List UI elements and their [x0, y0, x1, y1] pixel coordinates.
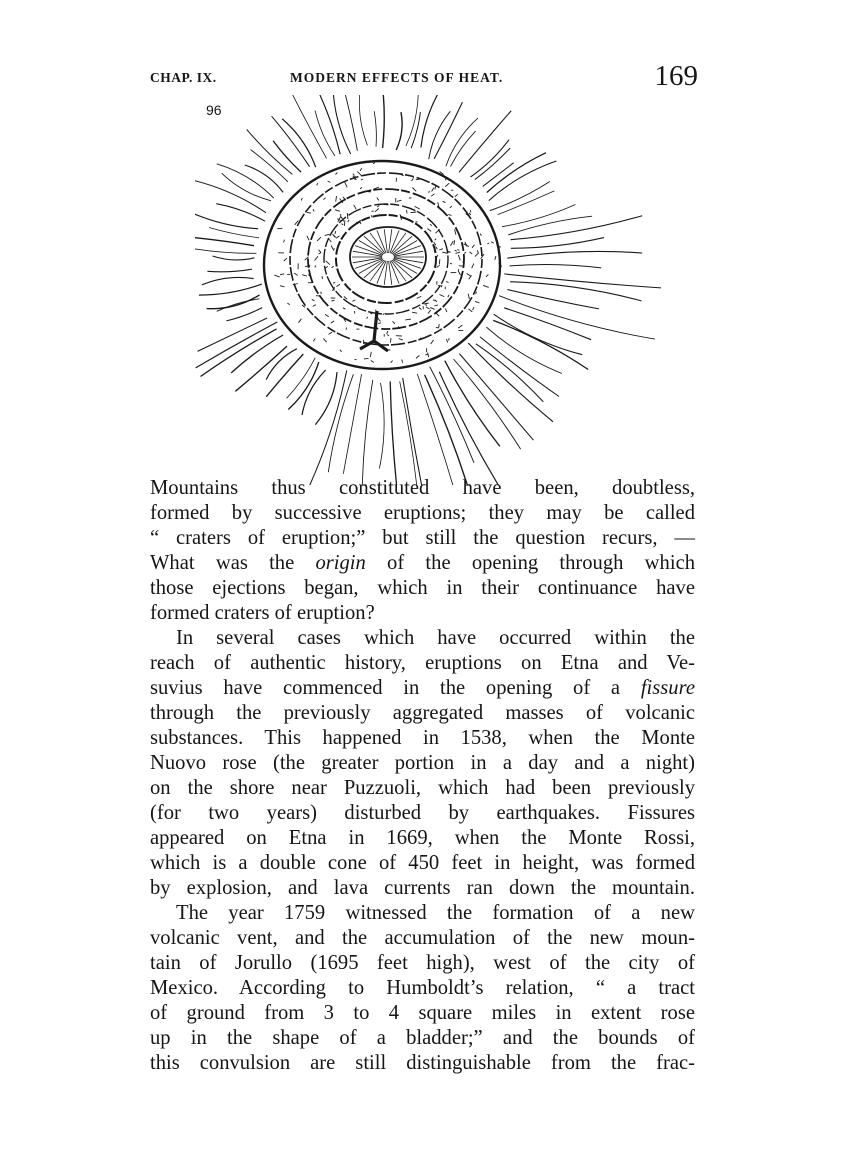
text-line: volcanic vent, and the accumulation of the new moun- [150, 927, 695, 949]
crater-illustration [195, 95, 665, 485]
texture-mark [457, 250, 459, 251]
paragraph-jorullo [150, 901, 695, 1076]
ray-line [201, 329, 277, 377]
ray-line [510, 264, 602, 267]
ray-line [445, 361, 500, 447]
ray-line [315, 372, 337, 425]
ray-line [266, 349, 297, 380]
ray-line [195, 207, 258, 229]
ray-line [199, 284, 262, 295]
running-head [150, 62, 698, 92]
text-line: What was the origin of the opening through which [150, 552, 696, 574]
text-line: of ground from 3 to 4 square miles in extent rose [150, 1002, 695, 1024]
ray-line [476, 344, 543, 402]
ray-line [359, 95, 367, 145]
running-title: MODERN EFFECTS OF HEAT. [290, 70, 504, 85]
text-line: appeared on Etna in 1669, when the Monte Rossi, [150, 827, 695, 849]
ray-line [235, 346, 287, 391]
ray-line [282, 119, 316, 167]
ray-line [439, 372, 503, 485]
ray-line [468, 343, 553, 422]
ray-line [288, 362, 319, 410]
text-line: Nuovo rose (the greater portion in a day and a night) [150, 752, 695, 774]
texture-mark [411, 212, 417, 213]
ray-line [195, 238, 254, 246]
ray-line [195, 248, 256, 253]
texture-mark [449, 338, 450, 340]
ray-line [421, 95, 441, 148]
ray-line [507, 251, 642, 258]
text-line: on the shore near Puzzuoli, which had been previously [150, 777, 695, 799]
text-line: formed craters of eruption? [150, 602, 375, 624]
text-line: reach of authentic history, eruptions on Etna and Ve- [150, 652, 695, 674]
texture-mark [498, 246, 501, 247]
ray-line [487, 153, 546, 193]
ray-line [504, 274, 661, 288]
ray-line [490, 182, 550, 211]
texture-mark [390, 338, 391, 343]
ray-line [196, 322, 278, 368]
paragraph-craters-of-eruption [150, 476, 695, 626]
ray-line [507, 290, 599, 309]
text-line: suvius have commenced in the opening of a fissure [150, 677, 695, 699]
ray-line [272, 116, 310, 167]
text-line: those ejections began, which in their continuance have [150, 577, 695, 599]
chapter-label: CHAP. IX. [150, 70, 217, 85]
ray-line [508, 216, 592, 235]
ray-line [217, 164, 274, 198]
texture-mark [436, 327, 438, 328]
texture-mark [344, 220, 345, 226]
ray-line [454, 359, 521, 449]
texture-mark [441, 285, 442, 287]
ray-line [328, 374, 353, 472]
texture-mark [347, 213, 348, 219]
ray-line [209, 228, 259, 238]
text-line: formed by successive eruptions; they may be called [150, 502, 695, 524]
ray-line [287, 358, 316, 399]
ray-line [374, 111, 376, 147]
paragraph-fissures [150, 626, 695, 901]
ray-line [379, 383, 384, 469]
ray-line [511, 238, 604, 249]
texture-mark [426, 304, 427, 306]
text-line: this convulsion are still distinguishable from the frac- [150, 1052, 695, 1074]
ray-line [362, 380, 373, 485]
ray-line [451, 131, 476, 166]
texture-mark [439, 259, 440, 264]
ray-line [202, 277, 254, 285]
text-line: tain of Jorullo (1695 feet high), west of the city of [150, 952, 695, 974]
body-text [150, 476, 695, 1076]
text-line: substances. This happened in 1538, when the Monte [150, 727, 695, 749]
ray-line [343, 374, 361, 474]
ray-line [309, 95, 340, 154]
ray-line [494, 314, 583, 355]
text-line: through the previously aggregated masses of volcanic [150, 702, 695, 724]
text-line: up in the shape of a bladder;” and the bounds of [150, 1027, 695, 1049]
text-line: (for two years) disturbed by earthquakes. Fissures [150, 802, 695, 824]
ray-line [213, 256, 255, 260]
ray-line [430, 367, 474, 463]
ray-line [315, 111, 335, 156]
ray-line [400, 381, 421, 485]
ray-line [498, 191, 555, 215]
ray-line [216, 204, 265, 222]
text-line: “ craters of eruption;” but still the question recurs, — [150, 527, 695, 549]
texture-mark [439, 324, 440, 328]
ray-line [222, 173, 271, 201]
texture-mark [364, 358, 369, 359]
text-line: Mexico. According to Humboldt’s relation, “ a tract [150, 977, 695, 999]
ray-line [417, 374, 454, 485]
ray-line [493, 320, 588, 369]
ray-line [396, 112, 402, 150]
texture-mark [321, 292, 322, 294]
ray-line [207, 295, 260, 309]
texture-mark [333, 283, 335, 284]
ray-line [245, 165, 283, 192]
text-line: Mountains thus constituted have been, doubtless, [150, 477, 695, 499]
texture-mark [407, 210, 408, 213]
ray-line [390, 382, 399, 486]
ray-line [502, 205, 575, 227]
ray-line [383, 95, 385, 148]
ray-line [273, 141, 301, 172]
ray-line [226, 308, 262, 321]
ray-line [459, 354, 533, 441]
ray-line [302, 370, 326, 415]
text-line: The year 1759 witnessed the formation of a new [176, 902, 695, 924]
ray-line [429, 111, 451, 159]
ray-line [207, 269, 252, 272]
text-line: by explosion, and lava currents ran down the mountain. [150, 877, 695, 899]
figure-number: 96 [206, 102, 222, 118]
page-number: 169 [654, 60, 698, 92]
text-line: which is a double cone of 450 feet in height, was formed [150, 852, 695, 874]
ray-line [406, 95, 418, 146]
ray-line [475, 148, 510, 180]
text-line: In several cases which have occurred within the [176, 627, 695, 649]
